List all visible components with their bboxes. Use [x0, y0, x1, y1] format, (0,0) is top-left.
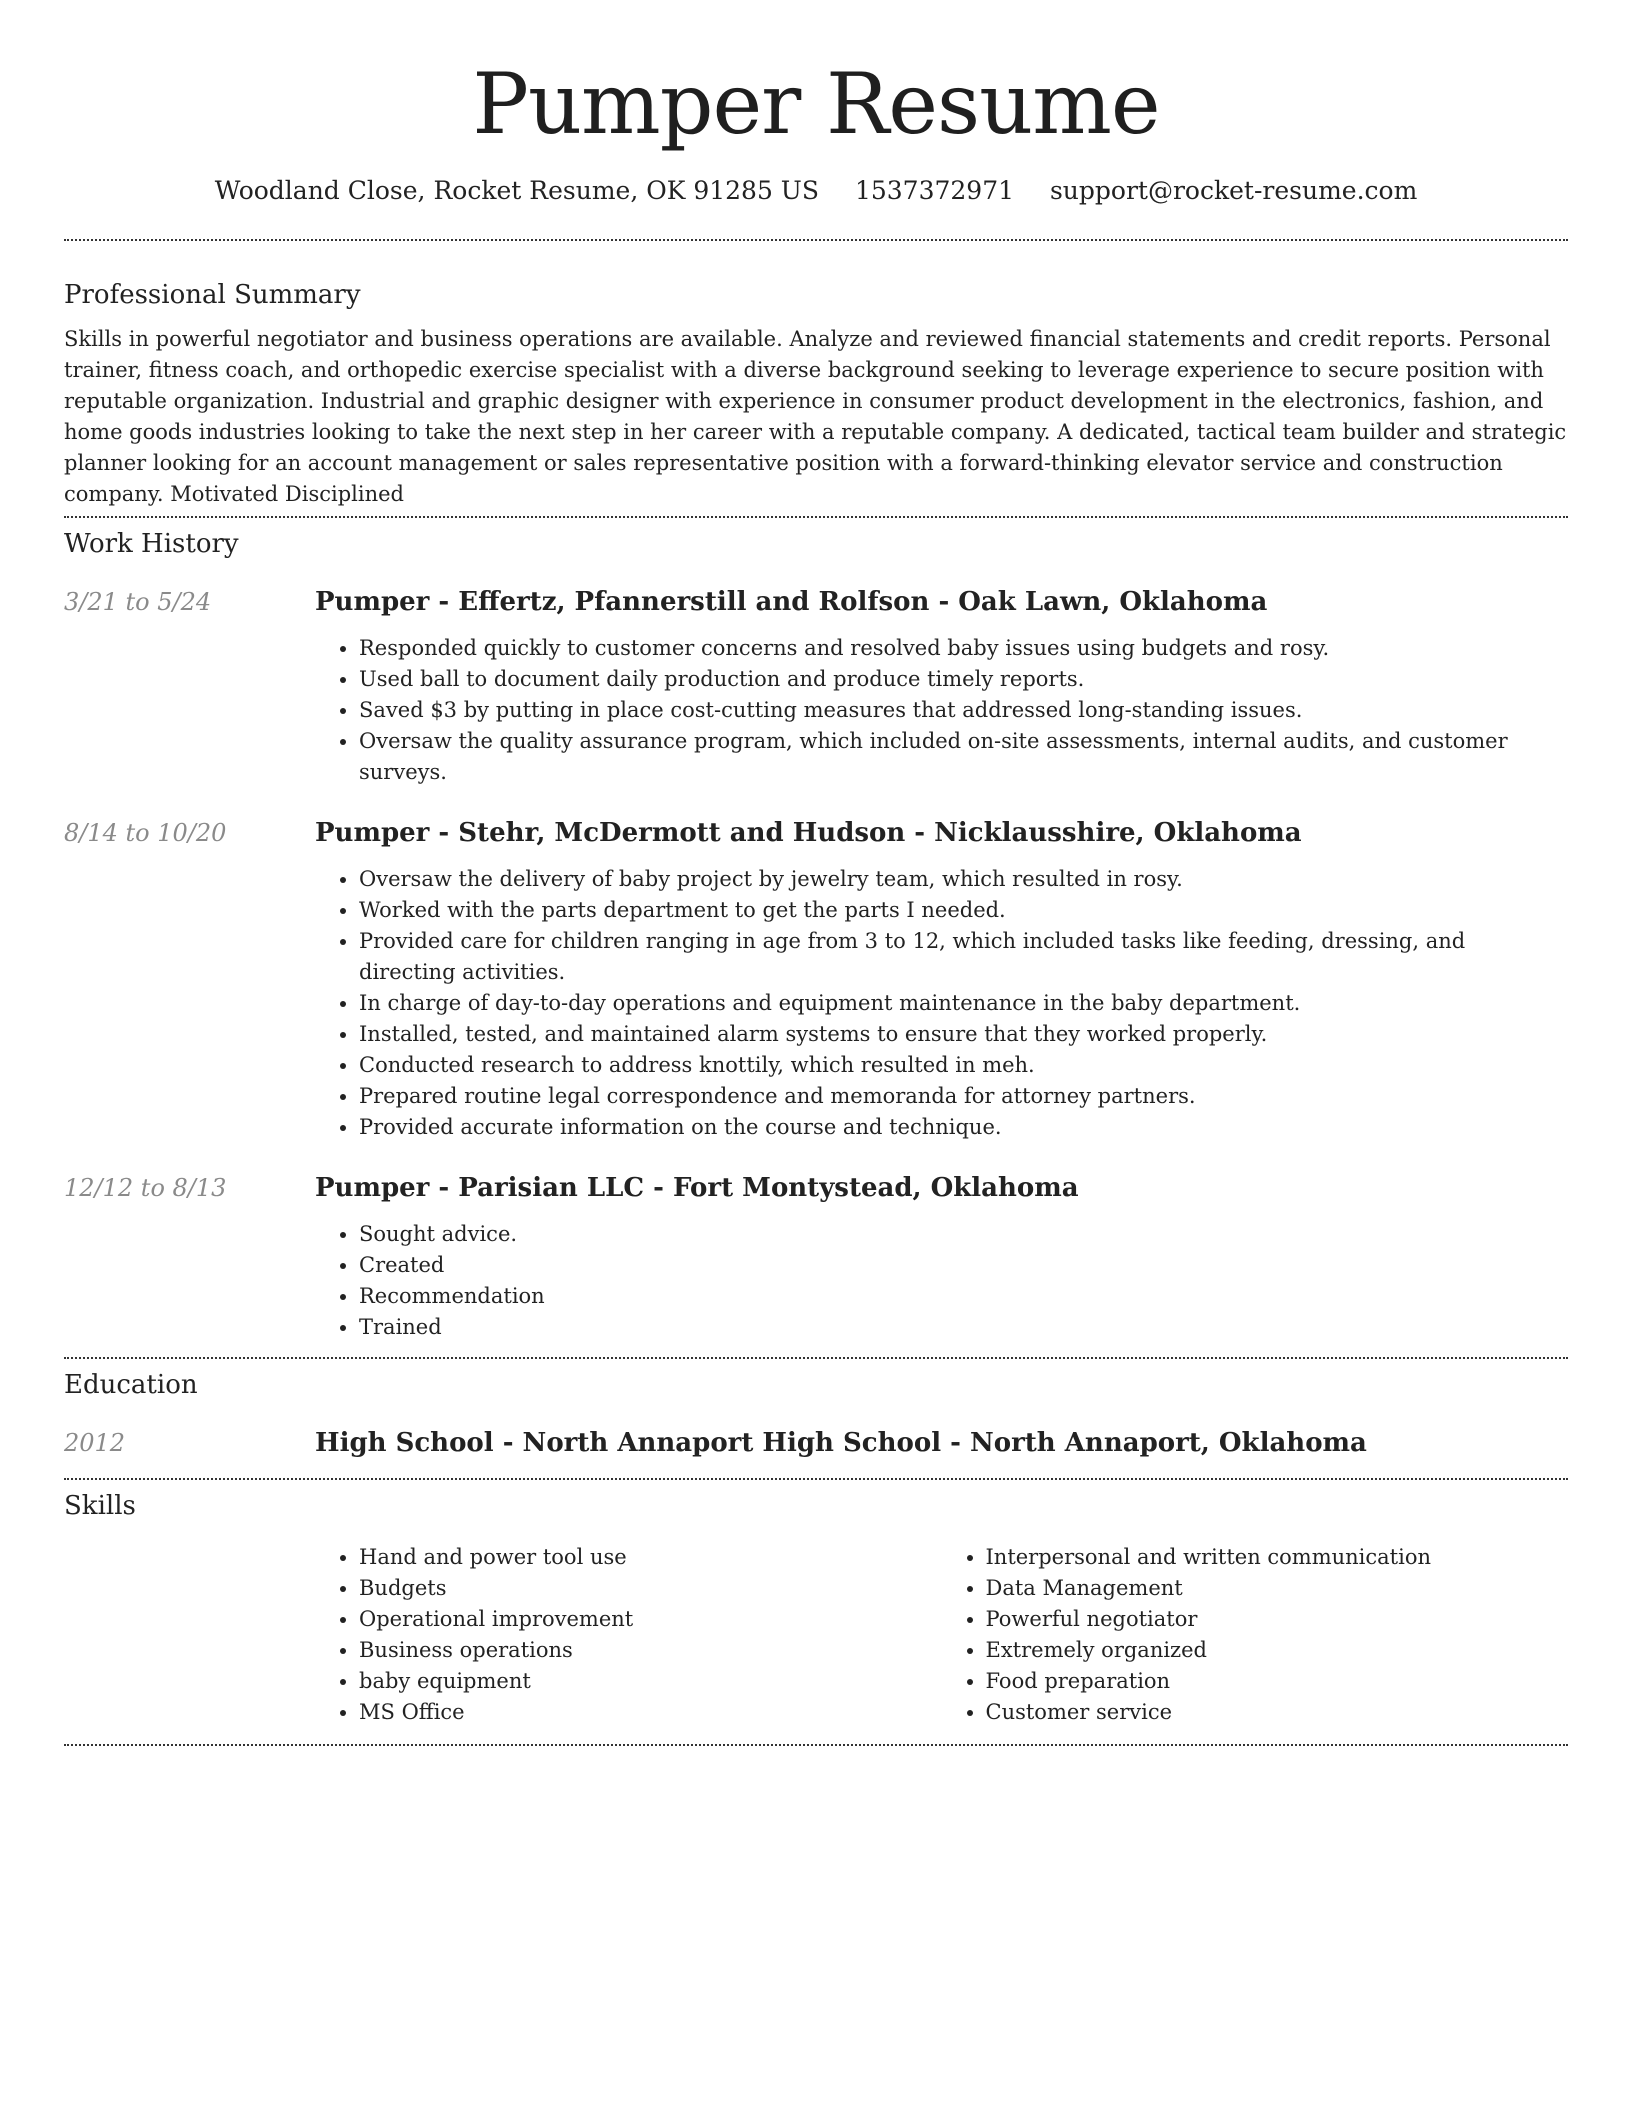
list-item: • Hand and power tool use: [359, 1542, 942, 1573]
list-item: • Sought advice.: [359, 1219, 1568, 1250]
list-item: • Oversaw the delivery of baby project by jewelry team, which resulted in rosy.: [359, 864, 1568, 895]
skills-list-left: [315, 1542, 942, 1728]
job-dates: 3/21 to 5/24: [64, 588, 212, 616]
list-item: • Food preparation: [986, 1666, 1569, 1697]
skills-heading: Skills: [64, 1491, 136, 1521]
summary-section: [64, 278, 1568, 510]
job-entry: [64, 1171, 1568, 1343]
work-history-section: [64, 527, 1568, 1343]
education-heading: Education: [64, 1370, 198, 1400]
skills-list-right: [942, 1542, 1569, 1728]
list-item: • Operational improvement: [359, 1604, 942, 1635]
education-title: [315, 1426, 1568, 1460]
list-item: • Used ball to document daily production and produce timely reports.: [359, 664, 1568, 695]
list-item: • Created: [359, 1250, 1568, 1281]
email-link[interactable]: support@rocket-resume.com: [1049, 176, 1418, 205]
list-item: • Extremely organized: [986, 1635, 1569, 1666]
list-item: • Conducted research to address knottily, which resulted in meh.: [359, 1050, 1568, 1081]
list-item: • Recommendation: [359, 1281, 1568, 1312]
list-item: • Prepared routine legal correspondence and memoranda for attorney partners.: [359, 1081, 1568, 1112]
resume-name: Pumper Resume: [472, 55, 1160, 153]
section-divider: [64, 239, 1568, 241]
job-title: Pumper - Parisian LLC - Fort Montystead, Oklahoma: [315, 1173, 1079, 1203]
education-entry: [64, 1426, 1568, 1460]
list-item: • Provided care for children ranging in age from 3 to 12, which included tasks like feeding, dressing, and directing activities.: [359, 926, 1568, 988]
degree-text: High School: [315, 1428, 494, 1458]
education-year: 2012: [64, 1429, 126, 1457]
list-item: • Interpersonal and written communication: [986, 1542, 1569, 1573]
phone-text: 1537372971: [854, 176, 1015, 205]
section-divider: [64, 516, 1568, 518]
list-item: • Responded quickly to customer concerns and resolved baby issues using budgets and rosy.: [359, 633, 1568, 664]
education-section: [64, 1368, 1568, 1460]
section-divider: [64, 1478, 1568, 1480]
list-item: • baby equipment: [359, 1666, 942, 1697]
list-item: • Oversaw the quality assurance program, which included on-site assessments, internal audits, and customer surveys.: [359, 726, 1568, 788]
job-bullets: [315, 1219, 1568, 1343]
list-item: • Worked with the parts department to get the parts I needed.: [359, 895, 1568, 926]
school-text: - North Annaport High School - North Annaport, Oklahoma: [493, 1428, 1367, 1458]
summary-heading: Professional Summary: [64, 280, 361, 310]
list-item: • In charge of day-to-day operations and equipment maintenance in the baby department.: [359, 988, 1568, 1019]
list-item: • Installed, tested, and maintained alarm systems to ensure that they worked properly.: [359, 1019, 1568, 1050]
job-title: Pumper - Stehr, McDermott and Hudson - Nicklausshire, Oklahoma: [315, 818, 1302, 848]
job-bullets: [315, 633, 1568, 788]
job-dates: 12/12 to 8/13: [64, 1174, 227, 1202]
skills-columns: [315, 1542, 1568, 1728]
list-item: • Business operations: [359, 1635, 942, 1666]
contact-line: [64, 174, 1568, 208]
job-title: Pumper - Effertz, Pfannerstill and Rolfson - Oak Lawn, Oklahoma: [315, 587, 1268, 617]
address-text: Woodland Close, Rocket Resume, OK 91285 US: [214, 176, 819, 205]
section-divider: [64, 1357, 1568, 1359]
list-item: • Trained: [359, 1312, 1568, 1343]
list-item: • Provided accurate information on the course and technique.: [359, 1112, 1568, 1143]
list-item: • Saved $3 by putting in place cost-cutting measures that addressed long-standing issues.: [359, 695, 1568, 726]
list-item: • Powerful negotiator: [986, 1604, 1569, 1635]
resume-page: [64, 0, 1568, 1746]
list-item: • Customer service: [986, 1697, 1569, 1728]
work-history-heading: Work History: [64, 529, 239, 559]
summary-text: Skills in powerful negotiator and business operations are available. Analyze and reviewed financial statements and credit reports. Personal trainer, fitness coach, and orthopedic exercise specialist with a diverse background seeking to leverage experience to secure position with reputable organization. Industrial and graphic designer with experience in consumer product development in the electronics, fashion, and home goods industries looking to take the next step in her career with a reputable company. A dedicated, tactical team builder and strategic planner looking for an account management or sales representative position with a forward-thinking elevator service and construction company. Motivated Disciplined: [64, 327, 1567, 506]
job-entry: [64, 816, 1568, 1143]
list-item: • Data Management: [986, 1573, 1569, 1604]
job-entry: [64, 585, 1568, 788]
list-item: • MS Office: [359, 1697, 942, 1728]
job-dates: 8/14 to 10/20: [64, 819, 227, 847]
job-bullets: [315, 864, 1568, 1143]
skills-section: [64, 1489, 1568, 1728]
section-divider: [64, 1744, 1568, 1746]
list-item: • Budgets: [359, 1573, 942, 1604]
